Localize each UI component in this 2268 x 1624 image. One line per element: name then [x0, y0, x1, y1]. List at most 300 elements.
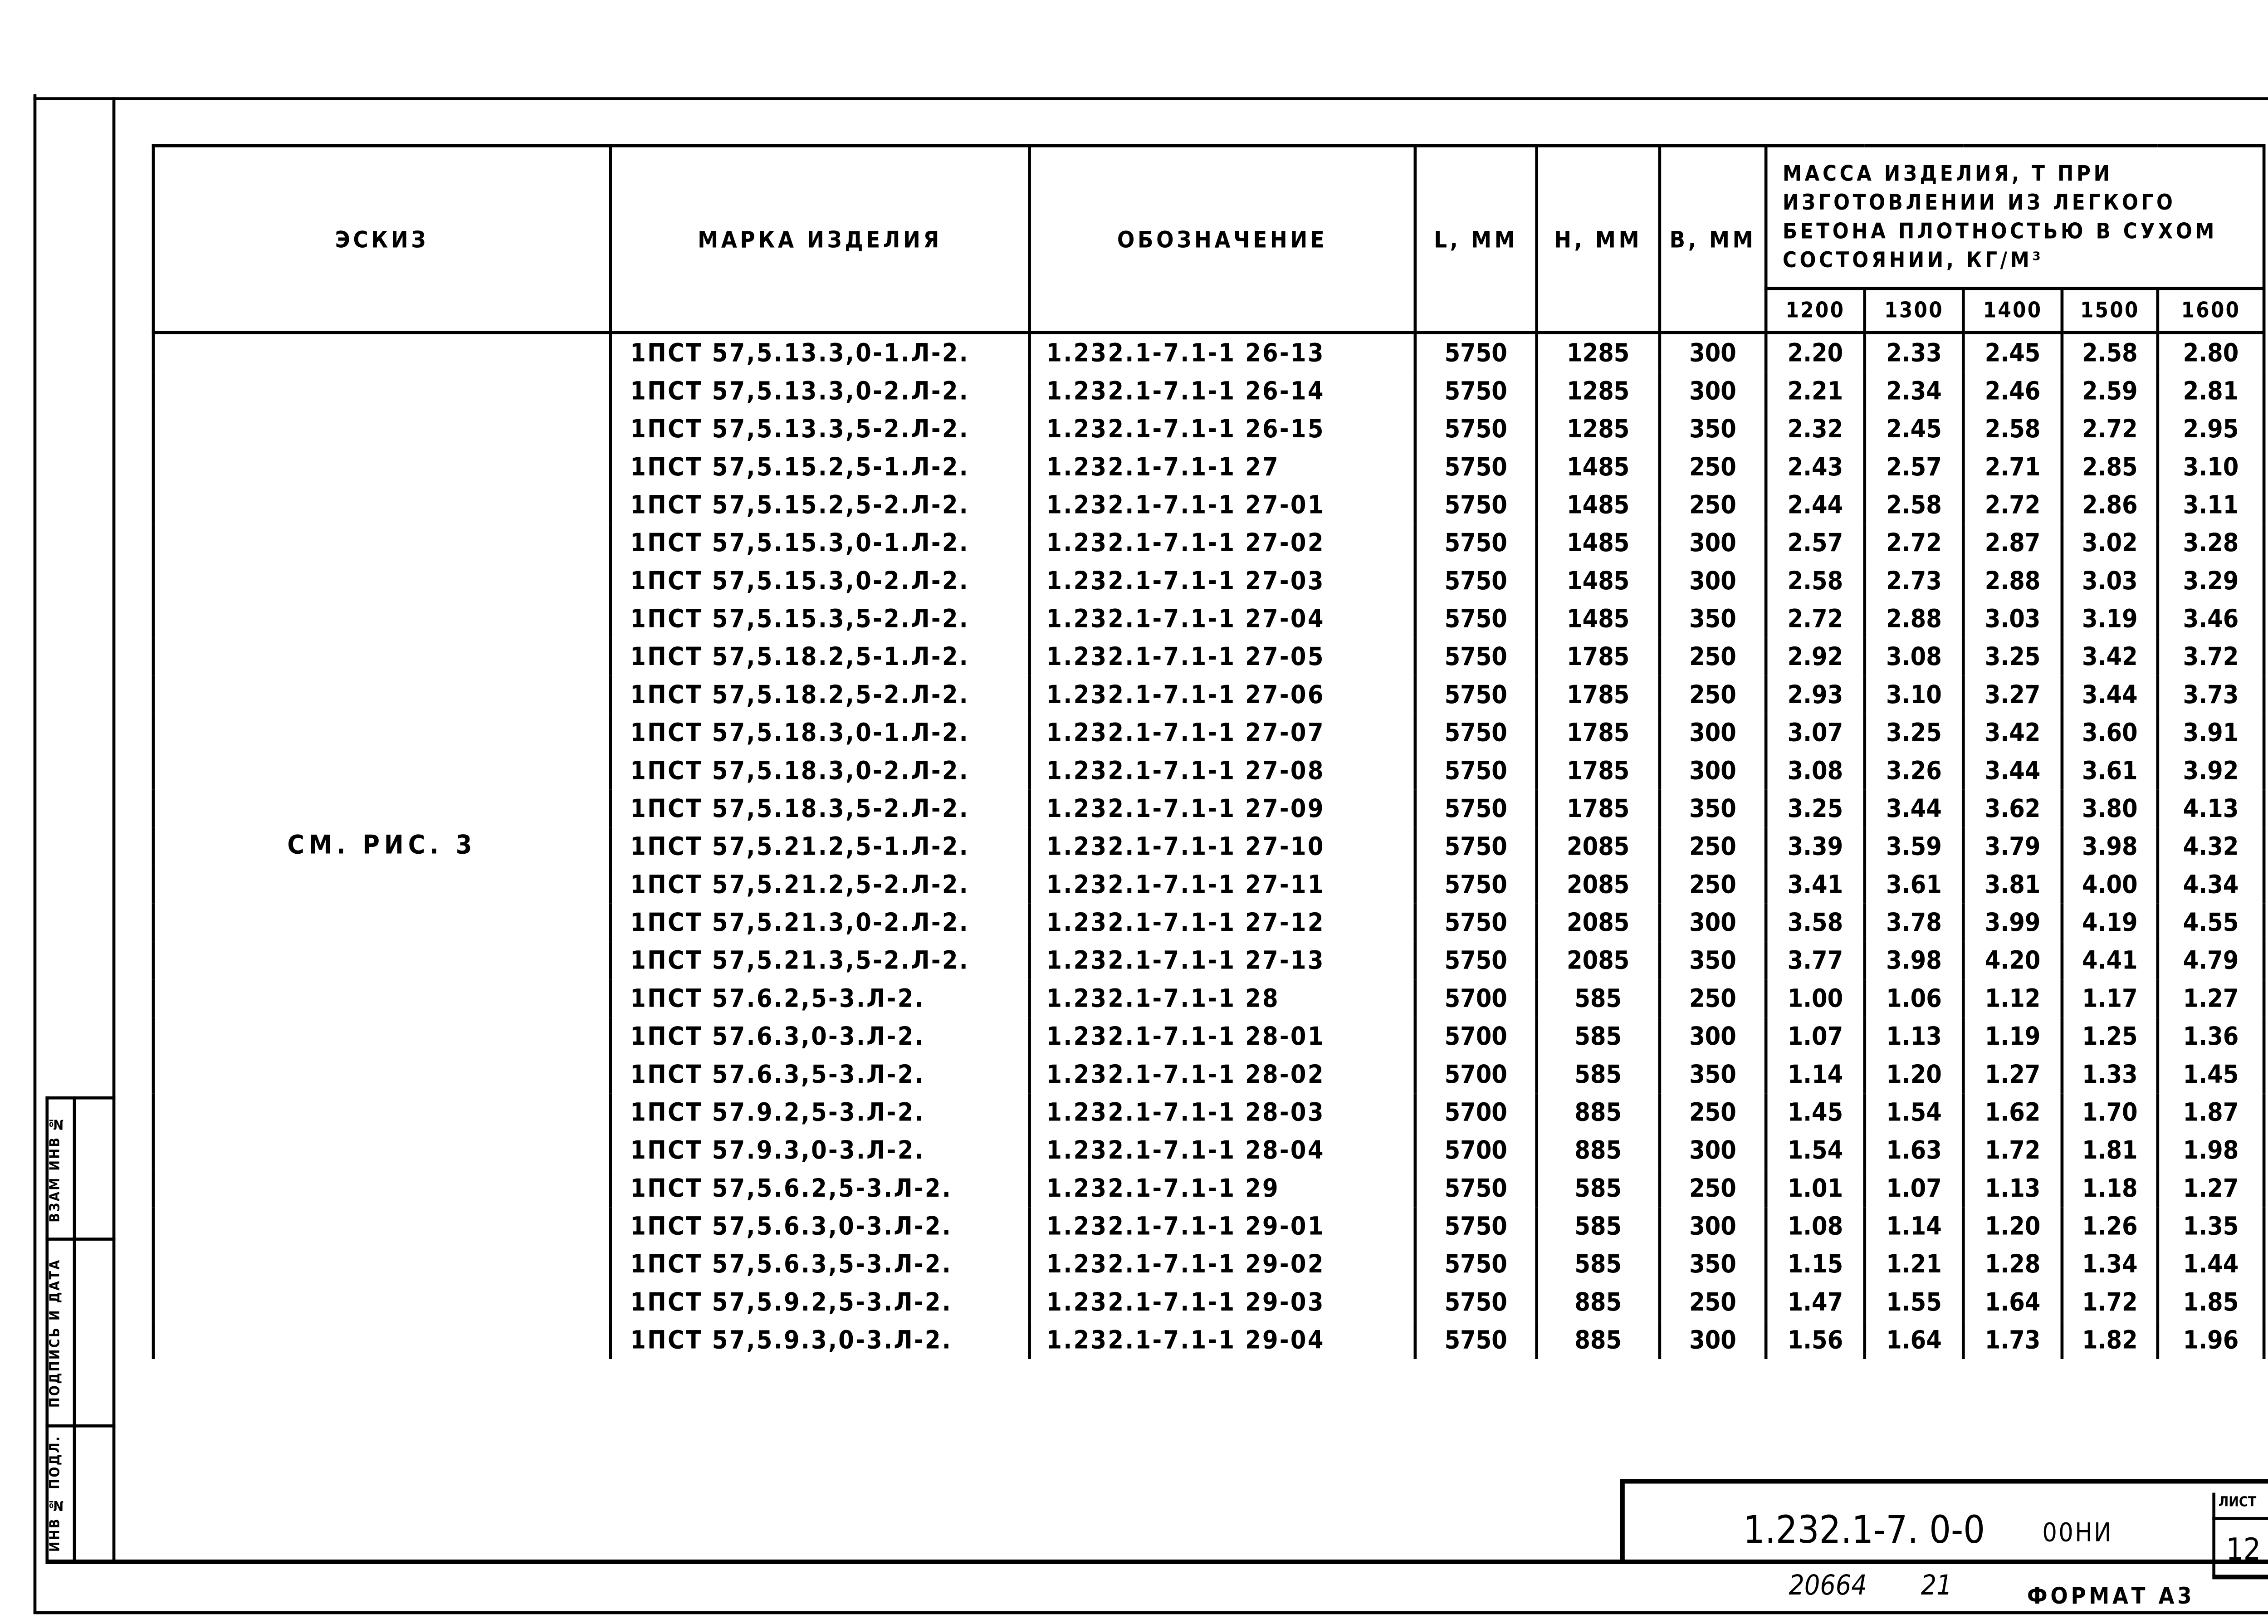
- mass-1600: 4.32: [2158, 827, 2264, 866]
- designation: 1.232.1-7.1-1 27-10: [1030, 827, 1415, 866]
- width-mm: 250: [1660, 1093, 1766, 1131]
- product-mark: 1ПСТ 57,5.18.3,5-2.Л-2.: [611, 790, 1030, 828]
- archive-number: 20664: [1789, 1570, 1867, 1602]
- mass-1300: 1.55: [1865, 1283, 1964, 1321]
- mass-1400: 2.87: [1963, 524, 2062, 562]
- designation: 1.232.1-7.1-1 27-09: [1030, 790, 1415, 828]
- length-mm: 5750: [1415, 827, 1537, 866]
- length-mm: 5700: [1415, 979, 1537, 1017]
- designation: 1.232.1-7.1-1 27-04: [1030, 600, 1415, 638]
- product-mark: 1ПСТ 57,5.21.3,5-2.Л-2.: [611, 941, 1030, 979]
- sheet-box-left: [2212, 1493, 2215, 1576]
- designation: 1.232.1-7.1-1 26-13: [1030, 333, 1415, 372]
- mass-1500: 2.59: [2062, 372, 2158, 410]
- length-mm: 5750: [1415, 752, 1537, 790]
- height-mm: 2085: [1537, 827, 1660, 866]
- mass-1600: 1.27: [2158, 979, 2264, 1017]
- height-mm: 585: [1537, 1245, 1660, 1283]
- mass-1300: 1.07: [1865, 1169, 1964, 1208]
- product-mark: 1ПСТ 57,5.21.2,5-2.Л-2.: [611, 866, 1030, 904]
- designation: 1.232.1-7.1-1 27-05: [1030, 638, 1415, 676]
- mass-1400: 2.72: [1963, 486, 2062, 524]
- designation: 1.232.1-7.1-1 27-02: [1030, 524, 1415, 562]
- mass-1200: 1.15: [1766, 1245, 1865, 1283]
- mass-1400: 3.03: [1963, 600, 2062, 638]
- product-mark: 1ПСТ 57,5.21.2,5-1.Л-2.: [611, 827, 1030, 866]
- mass-1400: 3.62: [1963, 790, 2062, 828]
- length-mm: 5750: [1415, 600, 1537, 638]
- mass-1300: 3.25: [1865, 714, 1964, 752]
- mass-1400: 2.88: [1963, 562, 2062, 600]
- height-mm: 1785: [1537, 638, 1660, 676]
- product-mark: 1ПСТ 57,5.13.3,0-2.Л-2.: [611, 372, 1030, 410]
- header-density-1400: 1400: [1963, 289, 2062, 333]
- width-mm: 300: [1660, 562, 1766, 600]
- height-mm: 1485: [1537, 486, 1660, 524]
- length-mm: 5750: [1415, 790, 1537, 828]
- mass-1400: 1.27: [1963, 1056, 2062, 1094]
- mass-1600: 1.27: [2158, 1169, 2264, 1208]
- mass-1400: 4.20: [1963, 941, 2062, 979]
- designation: 1.232.1-7.1-1 26-15: [1030, 410, 1415, 448]
- mass-1300: 1.21: [1865, 1245, 1964, 1283]
- mass-1400: 2.58: [1963, 410, 2062, 448]
- length-mm: 5750: [1415, 524, 1537, 562]
- header-mass: МАССА ИЗДЕЛИЯ, Т ПРИ ИЗГОТОВЛЕНИИ ИЗ ЛЕГКОГО БЕТОНА ПЛОТНОСТЬЮ В СУХОМ СОСТОЯНИИ, КГ/М³: [1766, 146, 2264, 289]
- mass-1400: 1.64: [1963, 1283, 2062, 1321]
- height-mm: 1485: [1537, 524, 1660, 562]
- mass-1300: 3.98: [1865, 941, 1964, 979]
- header-density-1200: 1200: [1766, 289, 1865, 333]
- width-mm: 300: [1660, 1207, 1766, 1245]
- mass-1200: 2.32: [1766, 410, 1865, 448]
- mass-1600: 2.95: [2158, 410, 2264, 448]
- mass-1200: 3.41: [1766, 866, 1865, 904]
- mass-1500: 3.02: [2062, 524, 2158, 562]
- height-mm: 1485: [1537, 448, 1660, 486]
- mass-1500: 3.42: [2062, 638, 2158, 676]
- product-mark: 1ПСТ 57,5.15.3,0-2.Л-2.: [611, 562, 1030, 600]
- width-mm: 300: [1660, 752, 1766, 790]
- mass-1200: 2.92: [1766, 638, 1865, 676]
- mass-1600: 4.55: [2158, 904, 2264, 942]
- designation: 1.232.1-7.1-1 28-01: [1030, 1017, 1415, 1056]
- mass-1300: 1.64: [1865, 1321, 1964, 1359]
- designation: 1.232.1-7.1-1 28-03: [1030, 1093, 1415, 1131]
- mass-1400: 3.44: [1963, 752, 2062, 790]
- mass-1500: 4.00: [2062, 866, 2158, 904]
- height-mm: 885: [1537, 1131, 1660, 1169]
- length-mm: 5750: [1415, 941, 1537, 979]
- mass-1500: 3.61: [2062, 752, 2158, 790]
- width-mm: 250: [1660, 866, 1766, 904]
- mass-1500: 3.98: [2062, 827, 2158, 866]
- width-mm: 250: [1660, 486, 1766, 524]
- mass-1200: 2.93: [1766, 676, 1865, 714]
- height-mm: 585: [1537, 1017, 1660, 1056]
- length-mm: 5750: [1415, 1169, 1537, 1208]
- width-mm: 350: [1660, 941, 1766, 979]
- sheet-number: 12: [2226, 1531, 2261, 1567]
- length-mm: 5750: [1415, 448, 1537, 486]
- mass-1400: 3.42: [1963, 714, 2062, 752]
- designation: 1.232.1-7.1-1 27-12: [1030, 904, 1415, 942]
- mass-1400: 3.25: [1963, 638, 2062, 676]
- mass-1600: 4.13: [2158, 790, 2264, 828]
- document-suffix: 00НИ: [2042, 1518, 2113, 1549]
- width-mm: 350: [1660, 410, 1766, 448]
- mass-1300: 3.26: [1865, 752, 1964, 790]
- mass-1300: 3.61: [1865, 866, 1964, 904]
- length-mm: 5750: [1415, 410, 1537, 448]
- mass-1200: 2.20: [1766, 333, 1865, 372]
- designation: 1.232.1-7.1-1 28-02: [1030, 1056, 1415, 1094]
- height-mm: 1485: [1537, 562, 1660, 600]
- mass-1600: 1.35: [2158, 1207, 2264, 1245]
- mass-1500: 1.17: [2062, 979, 2158, 1017]
- frame-top: [34, 97, 2268, 100]
- mass-1500: 1.18: [2062, 1169, 2158, 1208]
- height-mm: 885: [1537, 1093, 1660, 1131]
- mass-1400: 1.19: [1963, 1017, 2062, 1056]
- height-mm: 1285: [1537, 410, 1660, 448]
- stamp-replace-inv: ВЗАМ ИНВ №: [49, 1114, 64, 1223]
- stamp-top: [45, 1096, 115, 1100]
- product-mark: 1ПСТ 57,5.18.2,5-1.Л-2.: [611, 638, 1030, 676]
- sheet-bottom-line: [34, 1611, 2268, 1614]
- length-mm: 5700: [1415, 1093, 1537, 1131]
- mass-1600: 1.85: [2158, 1283, 2264, 1321]
- designation: 1.232.1-7.1-1 27-01: [1030, 486, 1415, 524]
- designation: 1.232.1-7.1-1 28: [1030, 979, 1415, 1017]
- mass-1200: 2.44: [1766, 486, 1865, 524]
- mass-1200: 3.39: [1766, 827, 1865, 866]
- length-mm: 5750: [1415, 372, 1537, 410]
- designation: 1.232.1-7.1-1 29: [1030, 1169, 1415, 1208]
- mass-1200: 2.43: [1766, 448, 1865, 486]
- designation: 1.232.1-7.1-1 28-04: [1030, 1131, 1415, 1169]
- mass-1500: 2.86: [2062, 486, 2158, 524]
- mass-1300: 1.13: [1865, 1017, 1964, 1056]
- mass-1500: 1.25: [2062, 1017, 2158, 1056]
- mass-1300: 3.08: [1865, 638, 1964, 676]
- mass-1500: 2.72: [2062, 410, 2158, 448]
- mass-1300: 1.63: [1865, 1131, 1964, 1169]
- height-mm: 585: [1537, 979, 1660, 1017]
- mass-1400: 1.20: [1963, 1207, 2062, 1245]
- product-mark: 1ПСТ 57.9.3,0-3.Л-2.: [611, 1131, 1030, 1169]
- header-mark: МАРКА ИЗДЕЛИЯ: [611, 146, 1030, 333]
- length-mm: 5750: [1415, 638, 1537, 676]
- product-mark: 1ПСТ 57,5.13.3,5-2.Л-2.: [611, 410, 1030, 448]
- mass-1600: 3.11: [2158, 486, 2264, 524]
- length-mm: 5750: [1415, 1283, 1537, 1321]
- width-mm: 300: [1660, 1321, 1766, 1359]
- mass-1600: 3.28: [2158, 524, 2264, 562]
- product-mark: 1ПСТ 57,5.6.3,0-3.Л-2.: [611, 1207, 1030, 1245]
- designation: 1.232.1-7.1-1 29-04: [1030, 1321, 1415, 1359]
- mass-1200: 1.07: [1766, 1017, 1865, 1056]
- mass-1600: 2.81: [2158, 372, 2264, 410]
- height-mm: 1485: [1537, 600, 1660, 638]
- width-mm: 350: [1660, 790, 1766, 828]
- mass-1600: 4.34: [2158, 866, 2264, 904]
- mass-1300: 2.73: [1865, 562, 1964, 600]
- header-density-1500: 1500: [2062, 289, 2158, 333]
- product-mark: 1ПСТ 57,5.9.2,5-3.Л-2.: [611, 1283, 1030, 1321]
- length-mm: 5750: [1415, 866, 1537, 904]
- mass-1500: 4.19: [2062, 904, 2158, 942]
- height-mm: 1785: [1537, 790, 1660, 828]
- mass-1300: 1.20: [1865, 1056, 1964, 1094]
- product-mark: 1ПСТ 57,5.15.2,5-2.Л-2.: [611, 486, 1030, 524]
- designation: 1.232.1-7.1-1 29-03: [1030, 1283, 1415, 1321]
- mass-1500: 1.70: [2062, 1093, 2158, 1131]
- width-mm: 250: [1660, 827, 1766, 866]
- width-mm: 250: [1660, 979, 1766, 1017]
- mass-1200: 1.00: [1766, 979, 1865, 1017]
- mass-1400: 1.13: [1963, 1169, 2062, 1208]
- length-mm: 5750: [1415, 676, 1537, 714]
- mass-1500: 1.33: [2062, 1056, 2158, 1094]
- product-mark: 1ПСТ 57,5.21.3,0-2.Л-2.: [611, 904, 1030, 942]
- length-mm: 5750: [1415, 904, 1537, 942]
- height-mm: 1285: [1537, 333, 1660, 372]
- header-sketch: ЭСКИЗ: [153, 146, 611, 333]
- mass-1300: 3.59: [1865, 827, 1964, 866]
- width-mm: 250: [1660, 1169, 1766, 1208]
- mass-1400: 3.27: [1963, 676, 2062, 714]
- length-mm: 5700: [1415, 1131, 1537, 1169]
- mass-1500: 2.85: [2062, 448, 2158, 486]
- mass-1200: 2.72: [1766, 600, 1865, 638]
- header-density-1300: 1300: [1865, 289, 1964, 333]
- mass-1200: 1.08: [1766, 1207, 1865, 1245]
- width-mm: 300: [1660, 333, 1766, 372]
- mass-1600: 3.73: [2158, 676, 2264, 714]
- mass-1200: 1.54: [1766, 1131, 1865, 1169]
- width-mm: 250: [1660, 448, 1766, 486]
- product-mark: 1ПСТ 57.6.3,5-3.Л-2.: [611, 1056, 1030, 1094]
- mass-1300: 2.58: [1865, 486, 1964, 524]
- width-mm: 250: [1660, 1283, 1766, 1321]
- title-block-top: [1620, 1479, 2268, 1483]
- height-mm: 585: [1537, 1207, 1660, 1245]
- product-mark: 1ПСТ 57.6.3,0-3.Л-2.: [611, 1017, 1030, 1056]
- mass-1200: 3.25: [1766, 790, 1865, 828]
- width-mm: 300: [1660, 904, 1766, 942]
- mass-1200: 1.14: [1766, 1056, 1865, 1094]
- mass-1300: 3.44: [1865, 790, 1964, 828]
- product-mark: 1ПСТ 57.6.2,5-3.Л-2.: [611, 979, 1030, 1017]
- product-mark: 1ПСТ 57,5.18.3,0-1.Л-2.: [611, 714, 1030, 752]
- product-mark: 1ПСТ 57,5.13.3,0-1.Л-2.: [611, 333, 1030, 372]
- mass-1200: 1.47: [1766, 1283, 1865, 1321]
- length-mm: 5750: [1415, 714, 1537, 752]
- designation: 1.232.1-7.1-1 29-01: [1030, 1207, 1415, 1245]
- header-width: В, ММ: [1660, 146, 1766, 333]
- height-mm: 585: [1537, 1056, 1660, 1094]
- mass-1500: 1.26: [2062, 1207, 2158, 1245]
- mass-1400: 1.12: [1963, 979, 2062, 1017]
- mass-1600: 3.91: [2158, 714, 2264, 752]
- length-mm: 5750: [1415, 486, 1537, 524]
- mass-1400: 1.72: [1963, 1131, 2062, 1169]
- product-mark: 1ПСТ 57,5.15.3,0-1.Л-2.: [611, 524, 1030, 562]
- width-mm: 350: [1660, 1056, 1766, 1094]
- height-mm: 1785: [1537, 676, 1660, 714]
- length-mm: 5750: [1415, 1321, 1537, 1359]
- height-mm: 885: [1537, 1283, 1660, 1321]
- stamp-sep-2: [45, 1424, 115, 1428]
- mass-1200: 1.56: [1766, 1321, 1865, 1359]
- frame-bottom: [45, 1560, 2268, 1564]
- length-mm: 5700: [1415, 1017, 1537, 1056]
- height-mm: 885: [1537, 1321, 1660, 1359]
- mass-1200: 3.58: [1766, 904, 1865, 942]
- mass-1600: 3.72: [2158, 638, 2264, 676]
- mass-1400: 3.99: [1963, 904, 2062, 942]
- designation: 1.232.1-7.1-1 27-07: [1030, 714, 1415, 752]
- mass-1400: 2.45: [1963, 333, 2062, 372]
- designation: 1.232.1-7.1-1 26-14: [1030, 372, 1415, 410]
- mass-1200: 2.57: [1766, 524, 1865, 562]
- stamp-divider: [73, 1096, 76, 1561]
- sheet-label: ЛИСТ: [2218, 1496, 2257, 1511]
- designation: 1.232.1-7.1-1 27-03: [1030, 562, 1415, 600]
- mass-1300: 3.78: [1865, 904, 1964, 942]
- mass-1600: 3.29: [2158, 562, 2264, 600]
- mass-1200: 2.21: [1766, 372, 1865, 410]
- mass-1200: 3.07: [1766, 714, 1865, 752]
- mass-1300: 2.72: [1865, 524, 1964, 562]
- table-row: [153, 333, 2264, 372]
- mass-1600: 2.80: [2158, 333, 2264, 372]
- stamp-signature-date: ПОДПИСЬ И ДАТА: [49, 1258, 64, 1407]
- mass-1600: 4.79: [2158, 941, 2264, 979]
- height-mm: 2085: [1537, 904, 1660, 942]
- product-mark: 1ПСТ 57,5.6.3,5-3.Л-2.: [611, 1245, 1030, 1283]
- width-mm: 300: [1660, 524, 1766, 562]
- mass-1300: 2.88: [1865, 600, 1964, 638]
- mass-1200: 1.01: [1766, 1169, 1865, 1208]
- header-height: Н, ММ: [1537, 146, 1660, 333]
- mass-1300: 2.33: [1865, 333, 1964, 372]
- mass-1600: 1.96: [2158, 1321, 2264, 1359]
- sheet-box-sep: [2212, 1517, 2268, 1520]
- title-block-left: [1620, 1479, 1625, 1564]
- mass-1500: 3.19: [2062, 600, 2158, 638]
- mass-1200: 3.77: [1766, 941, 1865, 979]
- product-mark: 1ПСТ 57,5.6.2,5-3.Л-2.: [611, 1169, 1030, 1208]
- height-mm: 2085: [1537, 941, 1660, 979]
- mass-1500: 4.41: [2062, 941, 2158, 979]
- product-mark: 1ПСТ 57.9.2,5-3.Л-2.: [611, 1093, 1030, 1131]
- length-mm: 5750: [1415, 1245, 1537, 1283]
- header-designation: ОБОЗНАЧЕНИЕ: [1030, 146, 1415, 333]
- height-mm: 1785: [1537, 714, 1660, 752]
- designation: 1.232.1-7.1-1 27-08: [1030, 752, 1415, 790]
- length-mm: 5750: [1415, 1207, 1537, 1245]
- products-table: [152, 144, 2266, 1359]
- designation: 1.232.1-7.1-1 27-06: [1030, 676, 1415, 714]
- mass-1200: 1.45: [1766, 1093, 1865, 1131]
- mass-1500: 3.80: [2062, 790, 2158, 828]
- mass-1400: 3.81: [1963, 866, 2062, 904]
- width-mm: 300: [1660, 714, 1766, 752]
- frame-left: [112, 97, 116, 1564]
- mass-1400: 1.28: [1963, 1245, 2062, 1283]
- mass-1600: 3.92: [2158, 752, 2264, 790]
- paper-format: ФОРМАТ А3: [2027, 1582, 2195, 1610]
- mass-1300: 2.34: [1865, 372, 1964, 410]
- header-density-1600: 1600: [2158, 289, 2264, 333]
- mass-1300: 2.57: [1865, 448, 1964, 486]
- length-mm: 5750: [1415, 333, 1537, 372]
- mass-1300: 1.54: [1865, 1093, 1964, 1131]
- mass-1300: 1.06: [1865, 979, 1964, 1017]
- product-mark: 1ПСТ 57,5.15.2,5-1.Л-2.: [611, 448, 1030, 486]
- designation: 1.232.1-7.1-1 29-02: [1030, 1245, 1415, 1283]
- product-mark: 1ПСТ 57,5.9.3,0-3.Л-2.: [611, 1321, 1030, 1359]
- width-mm: 300: [1660, 1017, 1766, 1056]
- mass-1500: 3.60: [2062, 714, 2158, 752]
- height-mm: 1785: [1537, 752, 1660, 790]
- mass-1600: 3.10: [2158, 448, 2264, 486]
- width-mm: 350: [1660, 600, 1766, 638]
- length-mm: 5750: [1415, 562, 1537, 600]
- sketch-reference: СМ. РИС. 3: [153, 333, 611, 1359]
- mass-1500: 3.44: [2062, 676, 2158, 714]
- width-mm: 250: [1660, 676, 1766, 714]
- width-mm: 250: [1660, 638, 1766, 676]
- mass-1600: 1.45: [2158, 1056, 2264, 1094]
- mass-1500: 1.82: [2062, 1321, 2158, 1359]
- mass-1600: 1.87: [2158, 1093, 2264, 1131]
- product-mark: 1ПСТ 57,5.18.3,0-2.Л-2.: [611, 752, 1030, 790]
- mass-1500: 3.03: [2062, 562, 2158, 600]
- mass-1300: 2.45: [1865, 410, 1964, 448]
- document-code: 1.232.1-7. 0-0: [1743, 1508, 1985, 1552]
- mass-1500: 2.58: [2062, 333, 2158, 372]
- mass-1600: 3.46: [2158, 600, 2264, 638]
- height-mm: 585: [1537, 1169, 1660, 1208]
- product-mark: 1ПСТ 57,5.15.3,5-2.Л-2.: [611, 600, 1030, 638]
- mass-1600: 1.44: [2158, 1245, 2264, 1283]
- mass-1400: 2.46: [1963, 372, 2062, 410]
- length-mm: 5700: [1415, 1056, 1537, 1094]
- width-mm: 300: [1660, 372, 1766, 410]
- mass-1600: 1.36: [2158, 1017, 2264, 1056]
- mass-1500: 1.72: [2062, 1283, 2158, 1321]
- mass-1500: 1.81: [2062, 1131, 2158, 1169]
- mass-1400: 2.71: [1963, 448, 2062, 486]
- outer-left-line: [34, 94, 37, 1613]
- stamp-sep-1: [45, 1238, 115, 1241]
- designation: 1.232.1-7.1-1 27: [1030, 448, 1415, 486]
- height-mm: 1285: [1537, 372, 1660, 410]
- designation: 1.232.1-7.1-1 27-13: [1030, 941, 1415, 979]
- stamp-left: [45, 1096, 49, 1561]
- sheet-box-bottom: [2212, 1575, 2268, 1579]
- stamp-original-inv: ИНВ № ПОДЛ.: [49, 1435, 64, 1552]
- width-mm: 350: [1660, 1245, 1766, 1283]
- mass-1500: 1.34: [2062, 1245, 2158, 1283]
- designation: 1.232.1-7.1-1 27-11: [1030, 866, 1415, 904]
- archive-sub: 21: [1921, 1570, 1952, 1602]
- mass-1300: 1.14: [1865, 1207, 1964, 1245]
- mass-1200: 2.58: [1766, 562, 1865, 600]
